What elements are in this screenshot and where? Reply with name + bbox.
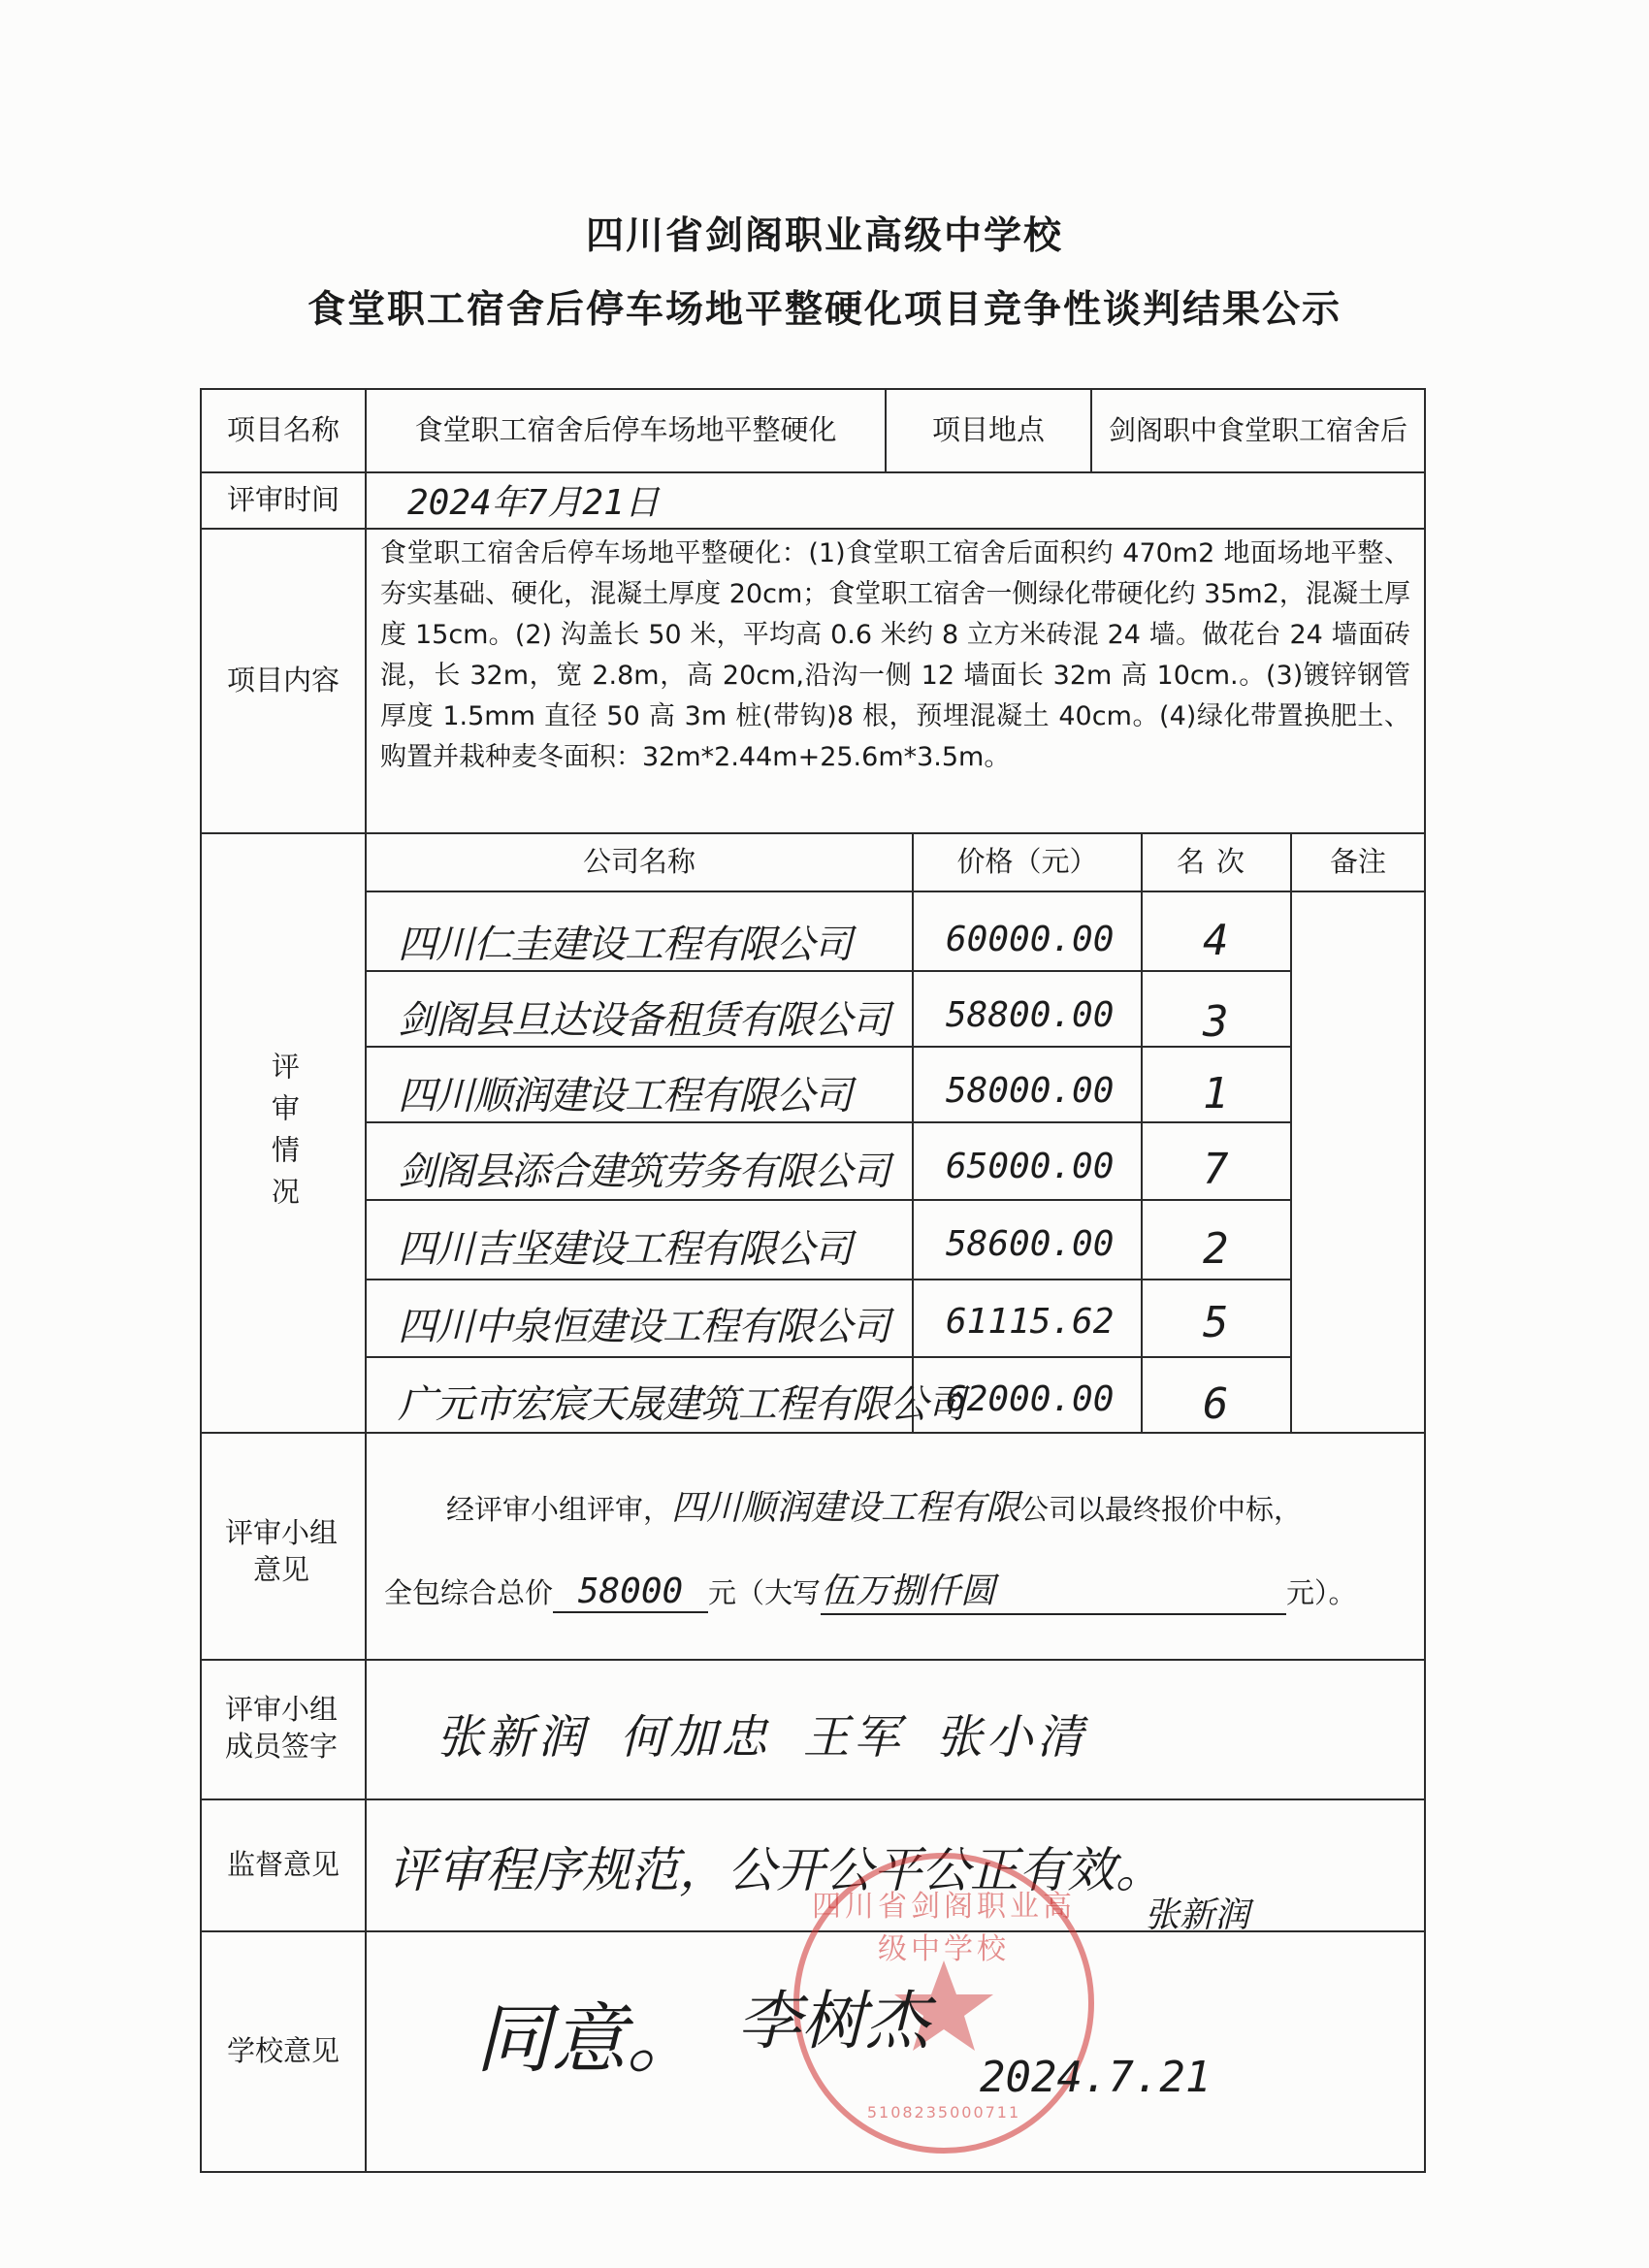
bid-company: 四川仁圭建设工程有限公司 [398,923,852,967]
col-header-remark: 备注 [1329,845,1386,879]
review-status-label: 评审情况 [267,1052,301,1218]
col-header-rank: 名次 [1176,845,1256,879]
bid-price: 58600.00 [946,1224,1115,1264]
col-header-price: 价格（元） [956,845,1098,879]
bid-company: 剑阁县添合建筑劳务有限公司 [398,1150,889,1194]
school-label: 学校意见 [226,2034,340,2068]
total-end: 元）。 [1286,1576,1357,1609]
bid-rank: 5 [1203,1298,1229,1347]
bid-price: 58800.00 [946,995,1115,1035]
school-opinion-text: 同意。 [475,1996,703,2084]
document-title-line1: 四川省剑阁职业高级中学校 [585,214,1063,258]
seal-code: 5108235000711 [866,2103,1021,2122]
project-content-text: 食堂职工宿舍后停车场地平整硬化：(1)食堂职工宿舍后面积约 470m2 地面场地平整、夯实基础、硬化，混凝土厚度 20cm；食堂职工宿舍一侧绿化带硬化约 35m2，混凝土厚度 15cm。(2) 沟盖长 50 米，平均高 0.6 米约 8 立方米砖混 24 墙。做花台 24 墙面砖混，长 32m，宽 2.8m，高 20cm,沿沟一侧 12 墙面长 32m 高 10cm.。(3)镀锌钢管厚度 1.5mm 直径 50 高 3m 桩(带钩)8 根，预埋混凝土 40cm。(4)绿化带置换肥土、购置并栽种麦冬面积：32m*2.44m+25.6m*3.5m。 [380,538,1410,772]
supervision-signer: 张新润 [1145,1895,1250,1935]
bid-company: 剑阁县旦达设备租赁有限公司 [398,998,889,1043]
total-unit: 元（大写 [708,1576,822,1609]
project-location-label: 项目地点 [931,413,1045,447]
project-name-value: 食堂职工宿舍后停车场地平整硬化 [414,413,837,447]
group-opinion-line1 [446,1480,1302,1530]
total-amount: 58000 [577,1571,684,1611]
col-header-company: 公司名称 [582,845,695,879]
bid-price: 65000.00 [946,1147,1115,1186]
bid-company: 四川顺润建设工程有限公司 [398,1074,852,1118]
opinion-prefix: 经评审小组评审， [446,1493,672,1526]
bid-rank: 4 [1203,916,1229,965]
supervision-label: 监督意见 [226,1848,340,1882]
bid-rank: 7 [1203,1145,1229,1194]
seal-text: 四川省剑阁职业高级中学校 [812,1890,1076,1966]
supervision-text: 评审程序规范，公开公平公正有效。 [388,1842,1164,1898]
project-location-value: 剑阁职中食堂职工宿舍后 [1108,413,1407,446]
total-prefix: 全包综合总价 [384,1576,554,1609]
member-signatures: 张新润 何加忠 王军 张小清 [436,1710,1087,1765]
project-content-label: 项目内容 [226,664,340,697]
total-words: 伍万捌仟圆 [821,1571,996,1611]
group-opinion-line2 [384,1564,1357,1615]
bid-price: 58000.00 [946,1071,1115,1111]
bid-price: 62000.00 [946,1379,1115,1419]
review-date-handwritten: 2024年7月21日 [407,483,660,523]
bid-price: 60000.00 [946,920,1115,959]
project-name-label: 项目名称 [226,413,340,447]
group-opinion-label: 评审小组意见 [224,1516,338,1586]
review-time-label: 评审时间 [226,483,340,517]
school-signer: 李树杰 [737,1984,929,2058]
bid-rank: 1 [1203,1069,1229,1118]
school-date: 2024.7.21 [980,2053,1212,2102]
bid-company: 四川中泉恒建设工程有限公司 [398,1305,889,1349]
bid-company: 四川吉坚建设工程有限公司 [398,1227,852,1272]
bid-rank: 6 [1203,1379,1229,1429]
winner-handwritten: 四川顺润建设工程有限 [671,1488,1021,1528]
document-title-line2: 食堂职工宿舍后停车场地平整硬化项目竞争性谈判结果公示 [307,288,1342,332]
bid-rank: 3 [1203,997,1229,1047]
group-signature-label: 评审小组成员签字 [224,1693,338,1763]
opinion-suffix: 公司以最终报价中标， [1020,1493,1303,1526]
bid-price: 61115.62 [946,1302,1115,1342]
bid-rank: 2 [1203,1224,1229,1274]
bid-company: 广元市宏宸天晟建筑工程有限公司 [398,1382,965,1427]
